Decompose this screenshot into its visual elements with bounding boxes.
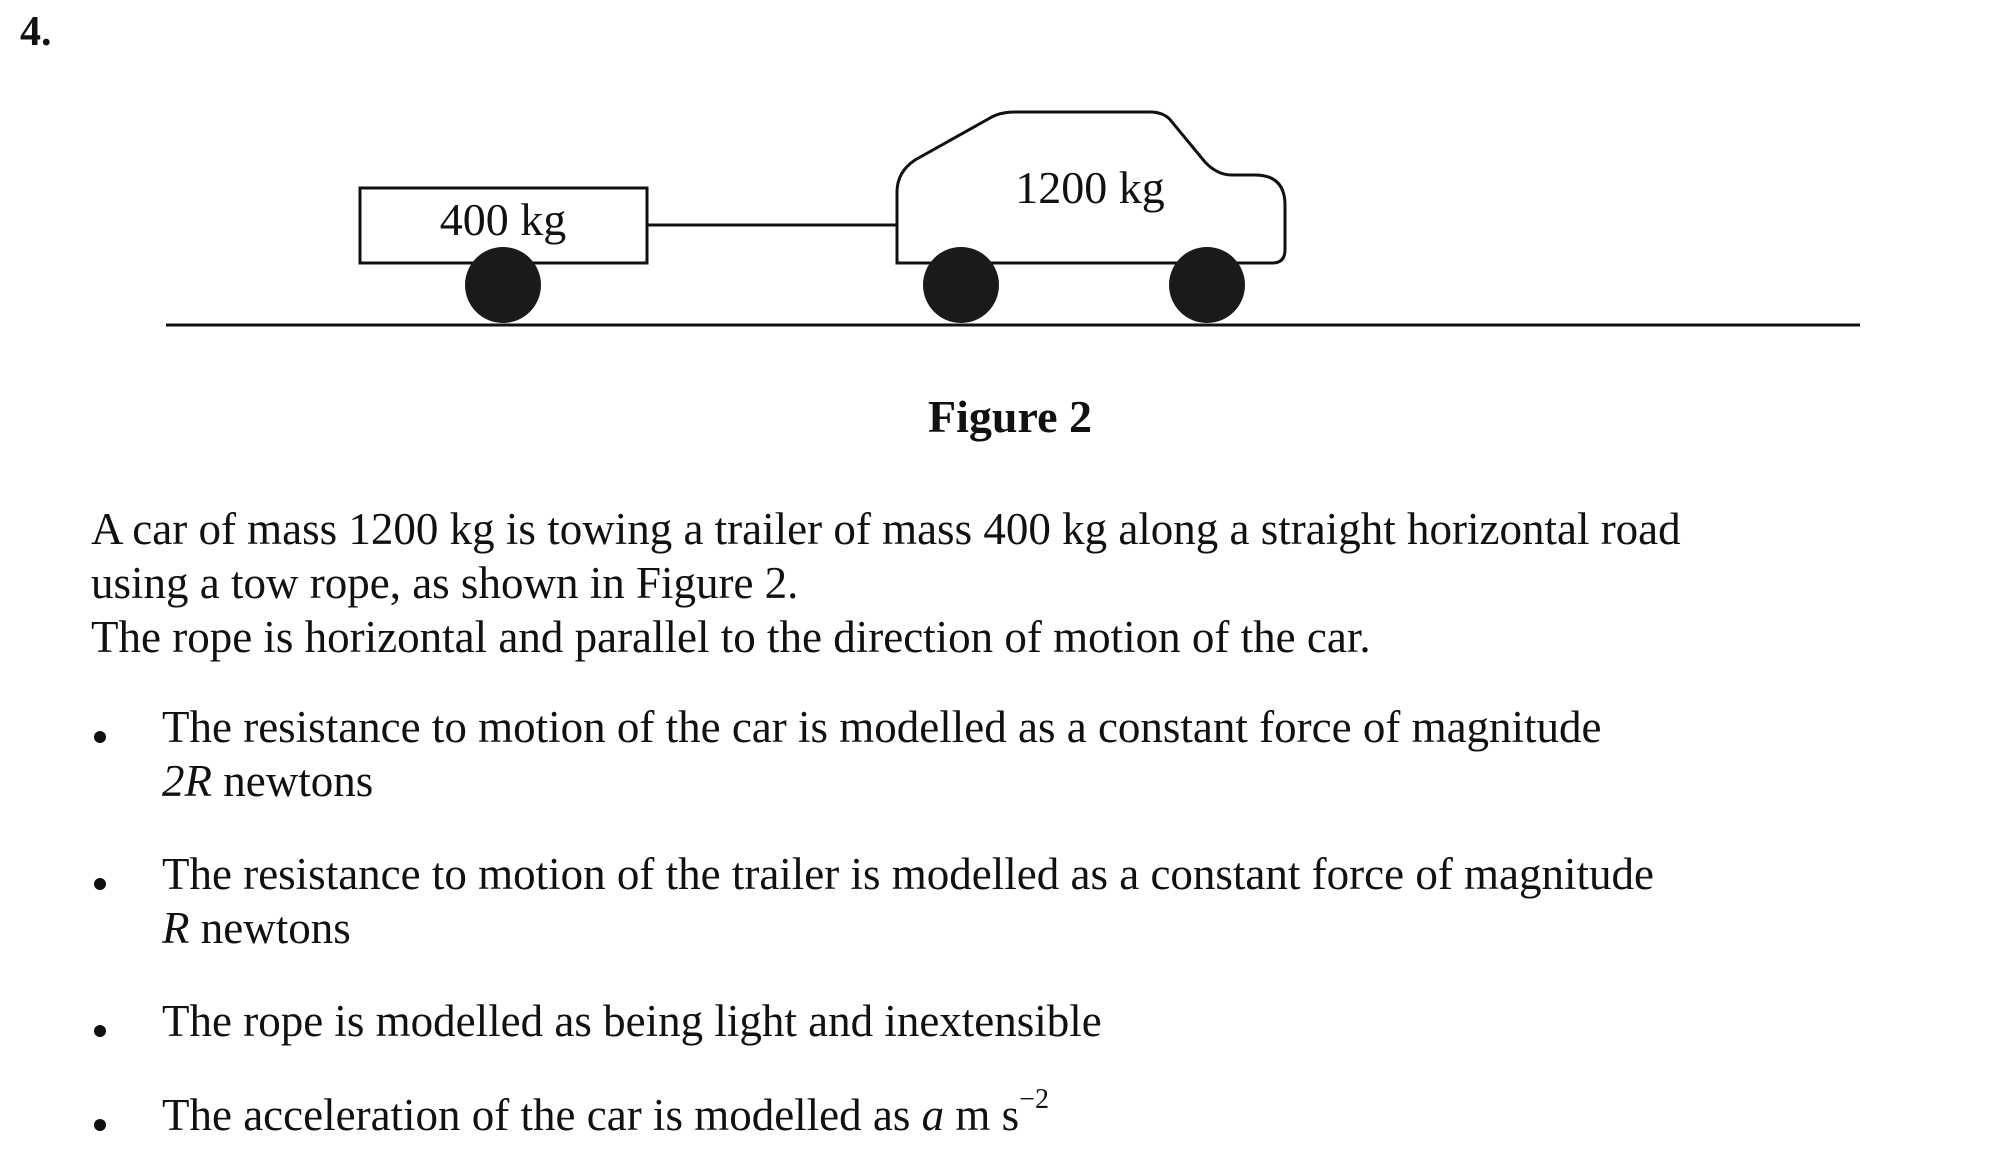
variable: 2R	[162, 756, 212, 806]
exponent: −2	[1019, 1084, 1049, 1115]
paragraph-rope: The rope is horizontal and parallel to the direction of motion of the car.	[91, 612, 1371, 662]
bullet-text: The resistance to motion of the trailer is modelled as a constant force of magnitude	[162, 849, 1655, 899]
bullet-text: The resistance to motion of the car is modelled as a constant force of magnitude	[162, 702, 1602, 752]
question-number: 4.	[20, 9, 52, 55]
bullet-text: newtons	[189, 903, 351, 953]
figure-caption: Figure 2	[928, 391, 1092, 442]
bullet-dot	[94, 878, 106, 890]
bullet-text: The rope is modelled as being light and inextensible	[162, 996, 1102, 1046]
trailer-wheel	[465, 247, 541, 323]
variable: a	[921, 1090, 945, 1140]
car-front-wheel	[1169, 247, 1245, 323]
trailer-mass-label: 400 kg	[439, 194, 567, 245]
car-mass-label: 1200 kg	[1015, 162, 1165, 213]
bullet-dot	[94, 1025, 106, 1037]
bullet-text: newtons	[212, 756, 374, 806]
variable: R	[162, 903, 190, 953]
bullet-dot	[94, 731, 106, 743]
bullet-dot	[94, 1119, 106, 1131]
paragraph-intro: A car of mass 1200 kg is towing a trailer of mass 400 kg along a straight horizontal road using a tow rope, as shown in Figure 2.	[91, 504, 1681, 608]
unit-text: m s	[944, 1090, 1020, 1140]
car-rear-wheel	[923, 247, 999, 323]
bullet-text: The acceleration of the car is modelled as	[162, 1090, 922, 1140]
